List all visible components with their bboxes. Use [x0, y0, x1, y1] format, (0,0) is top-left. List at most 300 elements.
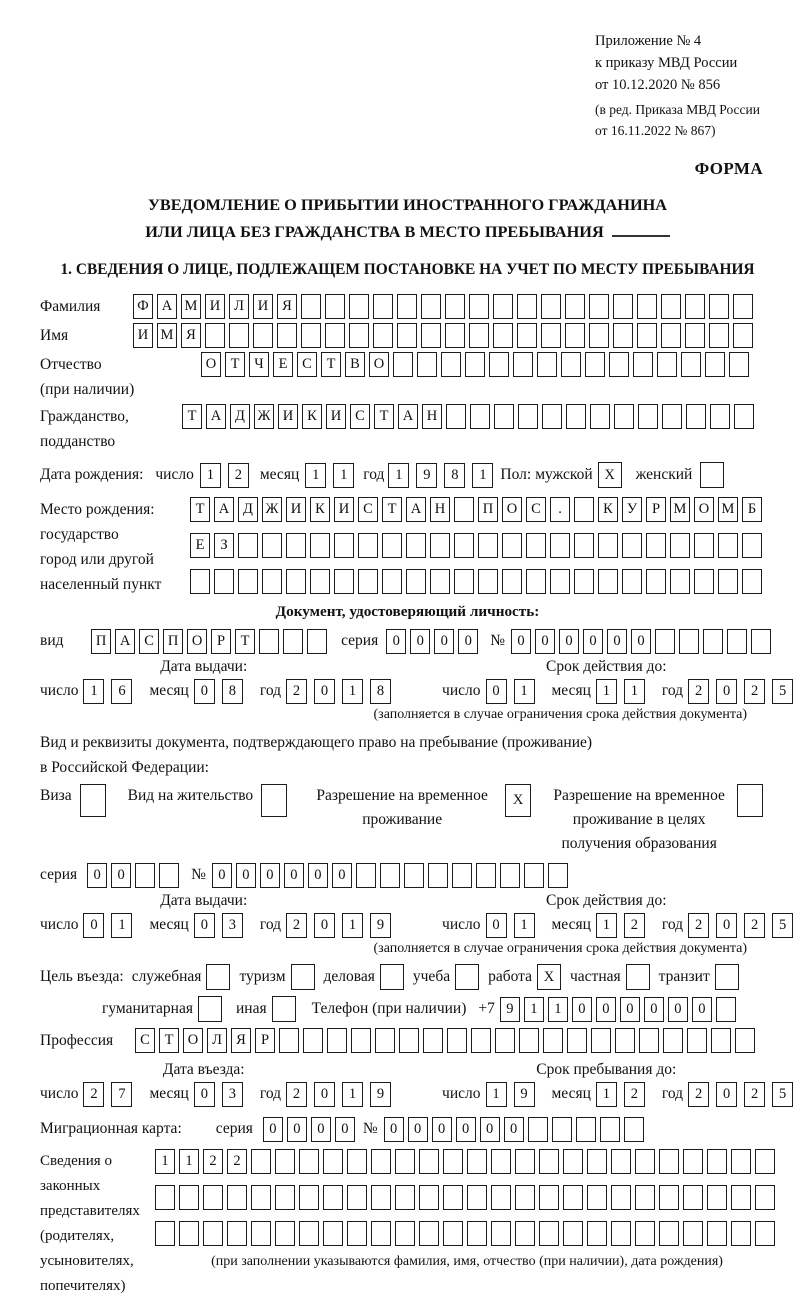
- birth-day-cells: [200, 463, 256, 488]
- char-cell: [395, 1149, 415, 1174]
- char-cell: [735, 1028, 755, 1053]
- phone-cells: [500, 997, 740, 1022]
- char-cell: [303, 1028, 323, 1053]
- char-cell: [262, 569, 282, 594]
- month-label: месяц: [259, 466, 300, 483]
- expiry-year-cells: [688, 679, 800, 704]
- char-cell: 1: [472, 463, 493, 488]
- char-cell: [430, 569, 450, 594]
- expiry-date-title: Срок действия до:: [546, 658, 667, 675]
- char-cell: [227, 1221, 247, 1246]
- char-cell: [443, 1221, 463, 1246]
- char-cell: [467, 1221, 487, 1246]
- char-cell: [500, 863, 520, 888]
- char-cell: [526, 533, 546, 558]
- char-cell: [371, 1185, 391, 1210]
- char-cell: [537, 352, 557, 377]
- char-cell: [404, 863, 424, 888]
- res-expiry-month-cells: [596, 913, 652, 938]
- char-cell: 1: [524, 997, 544, 1022]
- char-cell: [310, 569, 330, 594]
- option-visa: [40, 784, 106, 817]
- char-cell: [598, 569, 618, 594]
- profession-row: [40, 1028, 775, 1053]
- char-cell: 0: [583, 629, 603, 654]
- char-cell: [419, 1221, 439, 1246]
- char-cell: [727, 629, 747, 654]
- char-cell: [731, 1185, 751, 1210]
- purpose-label: Цель въезда:: [40, 968, 124, 985]
- char-cell: [406, 569, 426, 594]
- doc-number-cells: [511, 629, 775, 654]
- char-cell: [325, 294, 345, 319]
- purpose-work-checkbox: X: [537, 964, 561, 990]
- char-cell: Я: [181, 323, 201, 348]
- char-cell: Е: [273, 352, 293, 377]
- char-cell: 6: [111, 679, 132, 704]
- residence-doc-intro-1: Вид и реквизиты документа, подтверждающего право на пребывание (проживание): [40, 734, 593, 751]
- char-cell: [190, 569, 210, 594]
- purpose-other-checkbox: [272, 996, 296, 1022]
- purpose-row-1: [40, 964, 775, 990]
- char-cell: 0: [410, 629, 430, 654]
- purpose-study-label: учеба: [412, 968, 451, 985]
- char-cell: [611, 1149, 631, 1174]
- char-cell: 1: [179, 1149, 199, 1174]
- char-cell: 1: [200, 463, 221, 488]
- migration-card-label: Миграционная карта:: [40, 1120, 182, 1137]
- char-cell: [467, 1149, 487, 1174]
- char-cell: М: [718, 497, 738, 522]
- purpose-tourism-label: туризм: [239, 968, 286, 985]
- char-cell: [589, 294, 609, 319]
- char-cell: [445, 294, 465, 319]
- char-cell: 0: [212, 863, 232, 888]
- char-cell: 1: [305, 463, 326, 488]
- identity-doc-dates: [40, 678, 787, 704]
- char-cell: [662, 404, 682, 429]
- purpose-official-checkbox: [206, 964, 230, 990]
- char-cell: [733, 323, 753, 348]
- char-cell: [539, 1185, 559, 1210]
- char-cell: [515, 1149, 535, 1174]
- series-label: серия: [215, 1120, 253, 1137]
- char-cell: [576, 1117, 596, 1142]
- char-cell: [325, 323, 345, 348]
- char-cell: 2: [624, 913, 645, 938]
- char-cell: [251, 1185, 271, 1210]
- char-cell: [638, 404, 658, 429]
- residence-permit-checkbox: [261, 784, 287, 817]
- sex-female-checkbox: [700, 462, 724, 488]
- char-cell: 7: [111, 1082, 132, 1107]
- birth-place-label: Место рождения: государство город или другой населенный пункт: [40, 501, 162, 593]
- char-cell: В: [345, 352, 365, 377]
- char-cell: Ж: [262, 497, 282, 522]
- char-cell: [707, 1221, 727, 1246]
- surname-row: [40, 294, 775, 319]
- citizenship-label: Гражданство, подданство: [40, 404, 182, 454]
- res-issue-year-cells: [286, 913, 398, 938]
- char-cell: 1: [514, 679, 535, 704]
- char-cell: [637, 323, 657, 348]
- char-cell: [542, 404, 562, 429]
- char-cell: 0: [572, 997, 592, 1022]
- char-cell: И: [334, 497, 354, 522]
- char-cell: 0: [408, 1117, 428, 1142]
- char-cell: [467, 1185, 487, 1210]
- char-cell: [351, 1028, 371, 1053]
- char-cell: Л: [229, 294, 249, 319]
- char-cell: [705, 352, 725, 377]
- char-cell: [347, 1149, 367, 1174]
- char-cell: Е: [190, 533, 210, 558]
- annex-line: от 10.12.2020 № 856: [595, 77, 721, 93]
- month-label: месяц: [149, 682, 189, 699]
- char-cell: [227, 1185, 247, 1210]
- char-cell: [685, 294, 705, 319]
- char-cell: А: [398, 404, 418, 429]
- char-cell: [543, 1028, 563, 1053]
- char-cell: [528, 1117, 548, 1142]
- char-cell: [301, 323, 321, 348]
- char-cell: 2: [624, 1082, 645, 1107]
- char-cell: 5: [772, 1082, 793, 1107]
- residence-doc-date-headings: [40, 892, 775, 910]
- char-cell: [694, 533, 714, 558]
- char-cell: 0: [716, 1082, 737, 1107]
- char-cell: 1: [342, 679, 363, 704]
- char-cell: [710, 404, 730, 429]
- entry-date-title: Дата въезда:: [162, 1061, 245, 1078]
- name-cells: [133, 323, 757, 348]
- char-cell: [299, 1185, 319, 1210]
- char-cell: [563, 1221, 583, 1246]
- char-cell: [709, 323, 729, 348]
- char-cell: [565, 323, 585, 348]
- char-cell: [493, 323, 513, 348]
- char-cell: И: [205, 294, 225, 319]
- char-cell: 0: [284, 863, 304, 888]
- char-cell: 0: [384, 1117, 404, 1142]
- char-cell: 0: [263, 1117, 283, 1142]
- char-cell: [323, 1185, 343, 1210]
- residence-doc-intro-2: в Российской Федерации:: [40, 759, 209, 776]
- char-cell: О: [201, 352, 221, 377]
- char-cell: [517, 323, 537, 348]
- char-cell: 1: [388, 463, 409, 488]
- char-cell: [502, 569, 522, 594]
- migration-number-cells: [384, 1117, 648, 1142]
- char-cell: [253, 323, 273, 348]
- char-cell: [262, 533, 282, 558]
- char-cell: А: [214, 497, 234, 522]
- doc-type-cells: [91, 629, 331, 654]
- year-label: год: [661, 916, 684, 933]
- char-cell: [277, 323, 297, 348]
- char-cell: И: [278, 404, 298, 429]
- char-cell: 0: [332, 863, 352, 888]
- citizenship-row: [40, 404, 775, 454]
- sex-male-checkbox: X: [598, 462, 622, 488]
- char-cell: П: [91, 629, 111, 654]
- char-cell: 0: [194, 913, 215, 938]
- issue-day-cells: [83, 679, 139, 704]
- purpose-business-label: деловая: [323, 968, 375, 985]
- char-cell: 0: [386, 629, 406, 654]
- form-title: [40, 191, 775, 245]
- char-cell: А: [115, 629, 135, 654]
- char-cell: [574, 497, 594, 522]
- char-cell: [478, 533, 498, 558]
- issue-year-cells: [286, 679, 398, 704]
- year-label: год: [661, 1085, 684, 1102]
- day-label: число: [40, 1085, 79, 1102]
- patronymic-label-2: (при наличии): [40, 381, 135, 398]
- char-cell: [299, 1221, 319, 1246]
- day-label: число: [442, 1085, 481, 1102]
- char-cell: [419, 1149, 439, 1174]
- char-cell: У: [622, 497, 642, 522]
- char-cell: [428, 863, 448, 888]
- birth-place-cells-3: [190, 569, 766, 594]
- char-cell: 2: [227, 1149, 247, 1174]
- patronymic-row: [40, 352, 775, 402]
- day-label: число: [442, 916, 481, 933]
- identity-doc-date-headings: [40, 658, 775, 676]
- res-expiry-year-cells: [688, 913, 800, 938]
- char-cell: 8: [222, 679, 243, 704]
- char-cell: [679, 629, 699, 654]
- char-cell: [600, 1117, 620, 1142]
- char-cell: [334, 533, 354, 558]
- char-cell: [683, 1221, 703, 1246]
- char-cell: [323, 1221, 343, 1246]
- char-cell: 1: [596, 1082, 617, 1107]
- char-cell: 1: [111, 913, 132, 938]
- char-cell: Т: [321, 352, 341, 377]
- char-cell: [203, 1185, 223, 1210]
- annex-line: Приложение № 4: [595, 33, 702, 49]
- purpose-other-label: иная: [235, 1000, 267, 1017]
- char-cell: [550, 533, 570, 558]
- form-title-line1: УВЕДОМЛЕНИЕ О ПРИБЫТИИ ИНОСТРАННОГО ГРАЖДАНИНА: [147, 195, 668, 214]
- issue-date-title: Дата выдачи:: [160, 658, 248, 675]
- char-cell: 0: [631, 629, 651, 654]
- char-cell: [707, 1149, 727, 1174]
- char-cell: [561, 352, 581, 377]
- char-cell: [755, 1221, 775, 1246]
- char-cell: [655, 629, 675, 654]
- char-cell: [661, 294, 681, 319]
- char-cell: 2: [286, 1082, 307, 1107]
- migration-card-row: [40, 1116, 775, 1142]
- patronymic-cells: [201, 352, 753, 377]
- char-cell: [419, 1185, 439, 1210]
- char-cell: [609, 352, 629, 377]
- char-cell: Р: [255, 1028, 275, 1053]
- char-cell: [614, 404, 634, 429]
- temp-residence-edu-checkbox: [737, 784, 763, 817]
- surname-label: Фамилия: [40, 298, 101, 315]
- char-cell: [478, 569, 498, 594]
- char-cell: Т: [190, 497, 210, 522]
- char-cell: П: [478, 497, 498, 522]
- char-cell: [517, 294, 537, 319]
- char-cell: Т: [374, 404, 394, 429]
- char-cell: [566, 404, 586, 429]
- char-cell: 0: [559, 629, 579, 654]
- char-cell: 9: [416, 463, 437, 488]
- char-cell: [515, 1221, 535, 1246]
- series-label: серия: [341, 632, 379, 649]
- char-cell: [347, 1221, 367, 1246]
- char-cell: А: [157, 294, 177, 319]
- number-label: №: [490, 632, 505, 649]
- char-cell: [591, 1028, 611, 1053]
- char-cell: О: [369, 352, 389, 377]
- char-cell: 2: [744, 679, 765, 704]
- res-expiry-day-cells: [486, 913, 542, 938]
- temp-residence-edu-label: Разрешение на временное проживание в целях получения образования: [553, 787, 725, 852]
- char-cell: [635, 1185, 655, 1210]
- char-cell: [179, 1221, 199, 1246]
- char-cell: [611, 1185, 631, 1210]
- citizenship-cells: [182, 404, 758, 429]
- char-cell: [615, 1028, 635, 1053]
- char-cell: Ф: [133, 294, 153, 319]
- annex-edit-line: от 16.11.2022 № 867): [595, 123, 716, 138]
- char-cell: [443, 1149, 463, 1174]
- char-cell: [334, 569, 354, 594]
- char-cell: [734, 404, 754, 429]
- char-cell: [491, 1149, 511, 1174]
- month-label: месяц: [551, 1085, 591, 1102]
- char-cell: [286, 569, 306, 594]
- char-cell: И: [286, 497, 306, 522]
- char-cell: Т: [182, 404, 202, 429]
- char-cell: Р: [211, 629, 231, 654]
- char-cell: [755, 1185, 775, 1210]
- char-cell: [397, 294, 417, 319]
- char-cell: 2: [688, 679, 709, 704]
- char-cell: [731, 1221, 751, 1246]
- char-cell: [179, 1185, 199, 1210]
- purpose-row-2: [40, 996, 775, 1022]
- char-cell: [238, 533, 258, 558]
- birth-date-label: Дата рождения:: [40, 466, 144, 483]
- char-cell: 2: [203, 1149, 223, 1174]
- char-cell: [513, 352, 533, 377]
- entry-year-cells: [286, 1082, 398, 1107]
- char-cell: 0: [335, 1117, 355, 1142]
- expiry-note: (заполняется в случае ограничения срока действия документа): [373, 707, 747, 722]
- char-cell: Я: [231, 1028, 251, 1053]
- char-cell: [286, 533, 306, 558]
- char-cell: 2: [286, 679, 307, 704]
- char-cell: [611, 1221, 631, 1246]
- purpose-transit-label: транзит: [658, 968, 710, 985]
- char-cell: Н: [430, 497, 450, 522]
- sex-label: Пол:: [500, 466, 532, 483]
- expiry-day-cells: [486, 679, 542, 704]
- char-cell: [275, 1221, 295, 1246]
- purpose-business-checkbox: [380, 964, 404, 990]
- char-cell: К: [302, 404, 322, 429]
- char-cell: [622, 569, 642, 594]
- option-temp-residence: [307, 784, 531, 832]
- char-cell: [470, 404, 490, 429]
- residence-doc-options: [40, 784, 775, 856]
- char-cell: [251, 1149, 271, 1174]
- year-label: год: [363, 466, 385, 483]
- representatives-cells-2: [155, 1185, 779, 1210]
- char-cell: 0: [87, 863, 107, 888]
- char-cell: [541, 323, 561, 348]
- year-label: год: [661, 682, 684, 699]
- char-cell: [349, 323, 369, 348]
- birth-year-cells: [388, 463, 500, 488]
- char-cell: [624, 1117, 644, 1142]
- char-cell: [563, 1185, 583, 1210]
- char-cell: [447, 1028, 467, 1053]
- migration-series-cells: [263, 1117, 359, 1142]
- char-cell: К: [310, 497, 330, 522]
- char-cell: [502, 533, 522, 558]
- char-cell: 0: [486, 913, 507, 938]
- char-cell: [687, 1028, 707, 1053]
- char-cell: 0: [314, 1082, 335, 1107]
- char-cell: О: [187, 629, 207, 654]
- char-cell: .: [550, 497, 570, 522]
- temp-residence-checkbox: X: [505, 784, 531, 817]
- char-cell: Л: [207, 1028, 227, 1053]
- char-cell: [301, 294, 321, 319]
- char-cell: [589, 323, 609, 348]
- char-cell: [358, 569, 378, 594]
- char-cell: 0: [311, 1117, 331, 1142]
- month-label: месяц: [551, 682, 591, 699]
- residence-series-cells: [87, 863, 183, 888]
- char-cell: 8: [444, 463, 465, 488]
- char-cell: С: [135, 1028, 155, 1053]
- stay-day-cells: [486, 1082, 542, 1107]
- purpose-study-checkbox: [455, 964, 479, 990]
- char-cell: [613, 323, 633, 348]
- name-label: Имя: [40, 327, 69, 344]
- char-cell: 0: [456, 1117, 476, 1142]
- char-cell: 0: [434, 629, 454, 654]
- patronymic-label: Отчество (при наличии): [40, 352, 201, 402]
- char-cell: [661, 323, 681, 348]
- birth-place-cells-2: [190, 533, 766, 558]
- issue-month-cells: [194, 679, 250, 704]
- phone-label: Телефон (при наличии): [311, 1000, 467, 1017]
- char-cell: 2: [744, 913, 765, 938]
- char-cell: И: [133, 323, 153, 348]
- month-label: месяц: [149, 1085, 189, 1102]
- expiry-note: (заполняется в случае ограничения срока действия документа): [373, 941, 747, 956]
- char-cell: [417, 352, 437, 377]
- char-cell: [382, 533, 402, 558]
- blank-underline: [612, 223, 670, 237]
- char-cell: [587, 1221, 607, 1246]
- char-cell: [307, 629, 327, 654]
- char-cell: [635, 1221, 655, 1246]
- char-cell: [590, 404, 610, 429]
- char-cell: [526, 569, 546, 594]
- char-cell: 0: [308, 863, 328, 888]
